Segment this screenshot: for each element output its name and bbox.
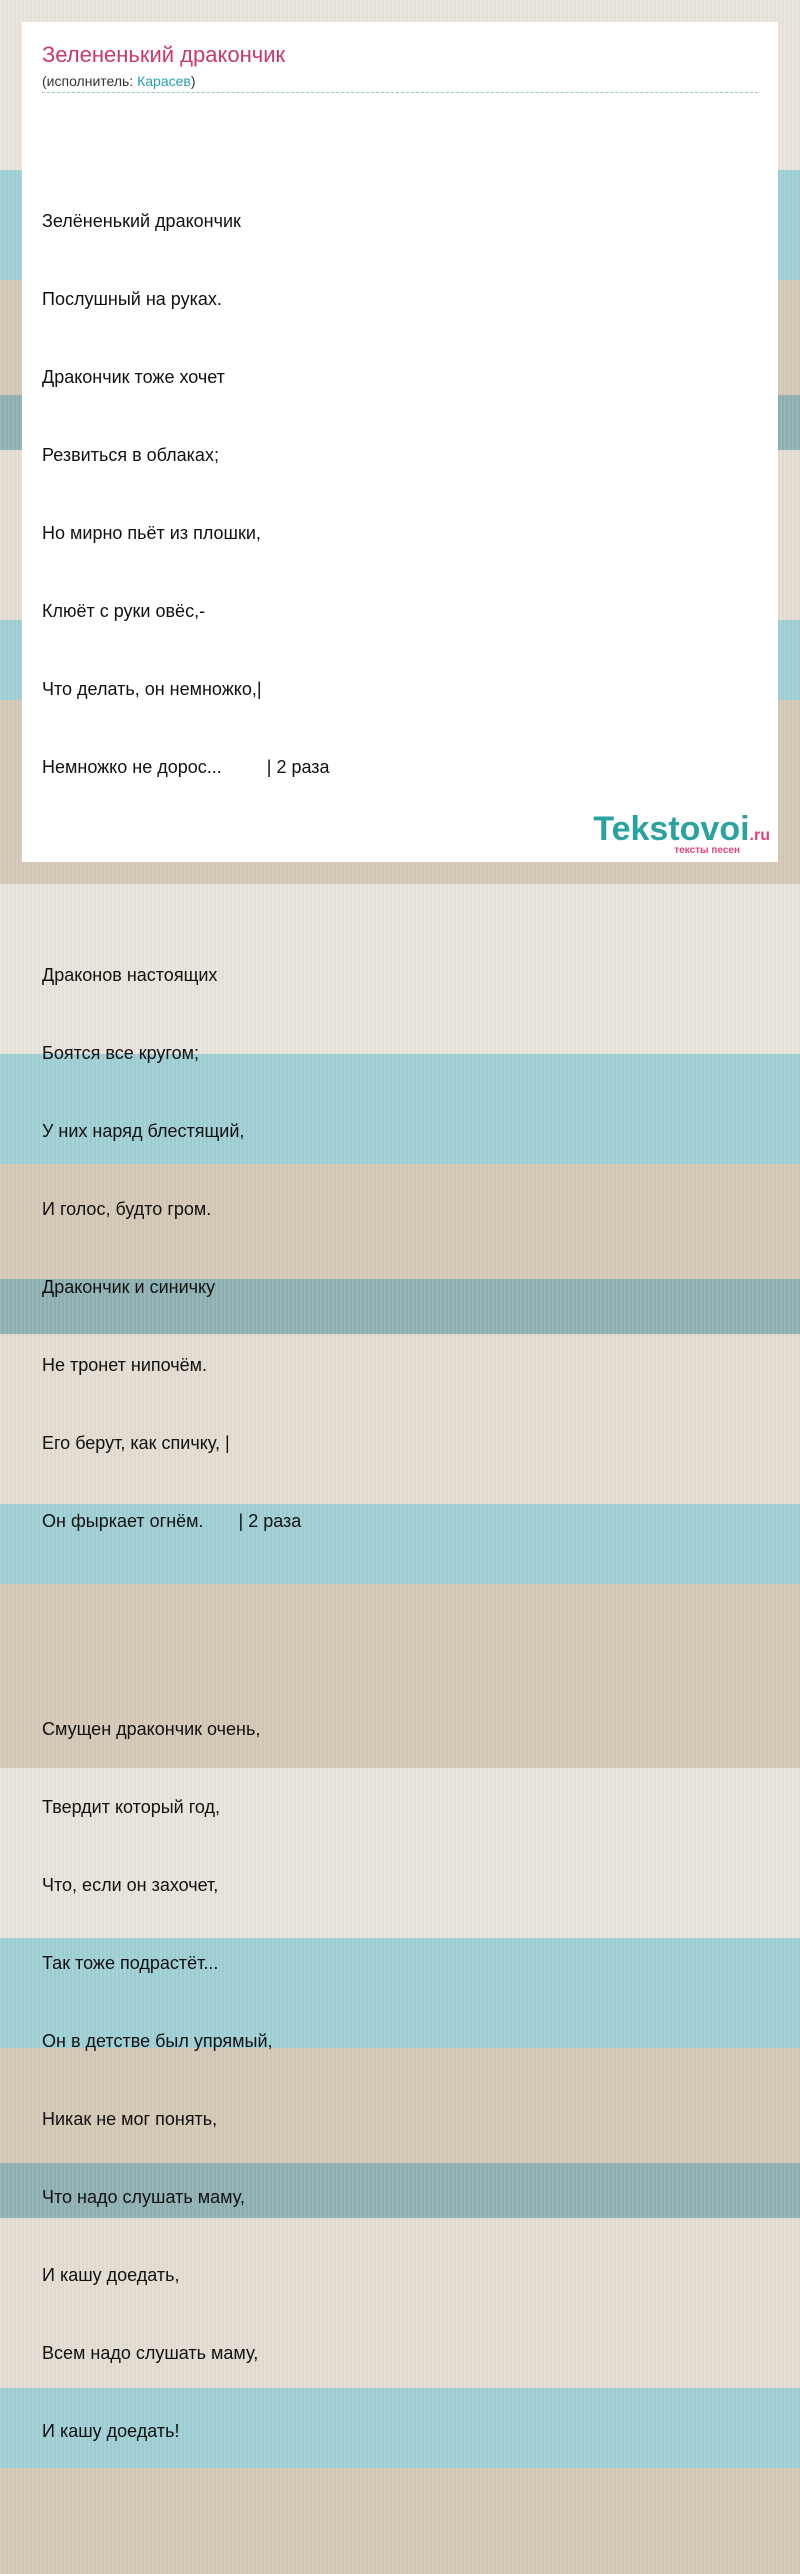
logo-wordmark	[593, 811, 770, 847]
site-logo[interactable]	[593, 811, 770, 856]
lyric-line: У них наряд блестящий,	[42, 1121, 245, 1141]
lyric-line: Не тронет нипочём.	[42, 1355, 207, 1375]
lyric-line: И кашу доедать!	[42, 2421, 180, 2441]
lyric-line: Послушный на руках.	[42, 289, 222, 309]
lyric-line: Боятся все кругом;	[42, 1043, 199, 1063]
lyric-line: Резвиться в облаках;	[42, 445, 219, 465]
lyric-line: И голос, будто гром.	[42, 1199, 212, 1219]
lyric-line: Зелёненький дракончик	[42, 211, 241, 231]
lyric-line: Никак не мог понять,	[42, 2109, 218, 2129]
logo-tagline: тексты песен	[674, 845, 740, 856]
song-title: Зелененький дракончик	[42, 42, 286, 67]
lyric-line: Что делать, он немножко,|	[42, 679, 262, 699]
logo-brand: Tekstovoi	[593, 810, 750, 848]
artist-line	[42, 73, 196, 89]
artist-suffix: )	[190, 73, 196, 89]
lyric-line: Клюёт с руки овёс,-	[42, 601, 206, 621]
lyric-line: Но мирно пьёт из плошки,	[42, 523, 261, 543]
artist-prefix: (исполнитель:	[42, 73, 138, 89]
lyric-line: Немножко не дорос... | 2 раза	[42, 757, 330, 777]
stanza-3	[42, 1664, 330, 2496]
lyric-line: И кашу доедать,	[42, 2265, 180, 2285]
lyric-line: Твердит который год,	[42, 1797, 221, 1817]
title-divider	[42, 92, 758, 93]
stanza-2	[42, 910, 330, 1586]
lyric-line: Дракончик и синичку	[42, 1277, 216, 1297]
lyric-line: Его берут, как спичку, |	[42, 1433, 230, 1453]
lyric-line: Он в детстве был упрямый,	[42, 2031, 273, 2051]
lyric-line: Так тоже подрастёт...	[42, 1953, 219, 1973]
lyric-line: Он фыркает огнём. | 2 раза	[42, 1511, 302, 1531]
lyric-line: Драконов настоящих	[42, 965, 218, 985]
lyric-line: Что, если он захочет,	[42, 1875, 219, 1895]
stanza-1	[42, 156, 330, 832]
artist-link[interactable]: Карасев	[137, 73, 191, 89]
logo-tld: .ru	[749, 827, 770, 844]
lyric-line: Всем надо слушать маму,	[42, 2343, 259, 2363]
lyrics-card	[22, 22, 778, 2441]
lyric-line: Смущен дракончик очень,	[42, 1719, 261, 1739]
lyric-line: Что надо слушать маму,	[42, 2187, 245, 2207]
lyric-line: Дракончик тоже хочет	[42, 367, 225, 387]
lyrics-body	[42, 104, 330, 2574]
